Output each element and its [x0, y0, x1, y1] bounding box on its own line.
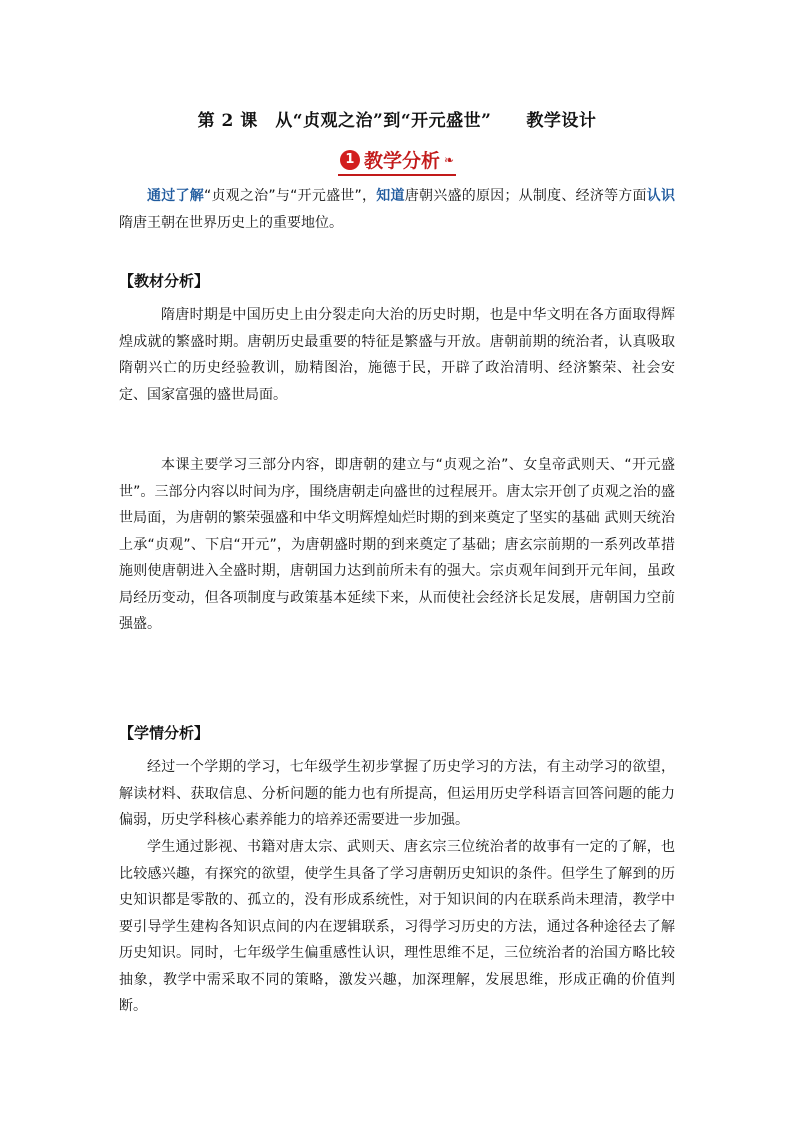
- goal-text-3: 隋唐王朝在世界历史上的重要地位。: [119, 214, 343, 231]
- leaf-icon: ❧: [443, 152, 455, 167]
- learner-paragraph-1: 经过一个学期的学习，七年级学生初步掌握了历史学习的方法，有主动学习的欲望，解读材料、获取信息、分析问题的能力也有所提高，但运用历史学科语言回答问题的能力偏弱，历史学科核心素养能力的培养还需要进一步加强。: [119, 759, 675, 828]
- goal-keyword-3: 认识: [646, 188, 676, 204]
- section-label: 教学分析: [363, 150, 440, 172]
- goal-text-2: 唐朝兴盛的原因；从制度、经济等方面: [404, 188, 647, 204]
- section-header-wrap: [338, 146, 456, 176]
- page-title: 第 2 课 从“贞观之治”到“开元盛世” 教学设计: [197, 111, 597, 131]
- learner-analysis-heading: 【学情分析】: [119, 724, 210, 742]
- section-number-badge: 1: [340, 150, 360, 170]
- textbook-analysis-heading: 【教材分析】: [119, 272, 210, 290]
- goal-keyword-2: 知道: [376, 188, 405, 204]
- goal-text-1: “贞观之治”与“开元盛世”，: [203, 188, 377, 204]
- textbook-paragraph-2: 本课主要学习三部分内容，即唐朝的建立与“贞观之治”、女皇帝武则天、“开元盛世”。三部分内容以时间为序，围绕唐朝走向盛世的过程展开。唐太宗开创了贞观之治的盛世局面，为唐朝的繁荣强盛和中华文明辉煌灿烂时期的到来奠定了坚实的基础 武则天统治上承“贞观”、下启“开元”，为唐朝盛时期的到来奠定了基础；唐玄宗前期的一系列改革措施则使唐朝进入全盛时期，唐朝国力达到前所未有的强大。宗贞观年间到开元年间，虽政局经历变动，但各项制度与政策基本延续下来，从而使社会经济长足发展，唐朝国力空前强盛。: [119, 457, 675, 632]
- goal-keyword-1: 通过了解: [147, 188, 204, 204]
- textbook-paragraph-1: 隋唐时期是中国历史上由分裂走向大治的历史时期，也是中华文明在各方面取得辉煌成就的繁盛时期。唐朝历史最重要的特征是繁盛与开放。唐朝前期的统治者，认真吸取隋朝兴亡的历史经验教训，励精图治，施德于民，开辟了政治清明、经济繁荣、社会安定、国家富强的盛世局面。: [119, 307, 675, 403]
- teaching-goals: [119, 183, 675, 236]
- learner-paragraph-2: 学生通过影视、书籍对唐太宗、武则天、唐玄宗三位统治者的故事有一定的了解，也比较感兴趣，有探究的欲望，使学生具备了学习唐朝历史知识的条件。但学生了解到的历史知识都是零散的、孤立的，没有形成系统性，对于知识间的内在联系尚未理清，教学中要引导学生建构各知识点间的内在逻辑联系，习得学习历史的方法，通过各种途径去了解历史知识。同时，七年级学生偏重感性认识，理性思维不足，三位统治者的治国方略比较抽象，教学中需采取不同的策略，激发兴趣，加深理解，发展思维，形成正确的价值判断。: [119, 839, 675, 1014]
- section-header: [0, 146, 794, 176]
